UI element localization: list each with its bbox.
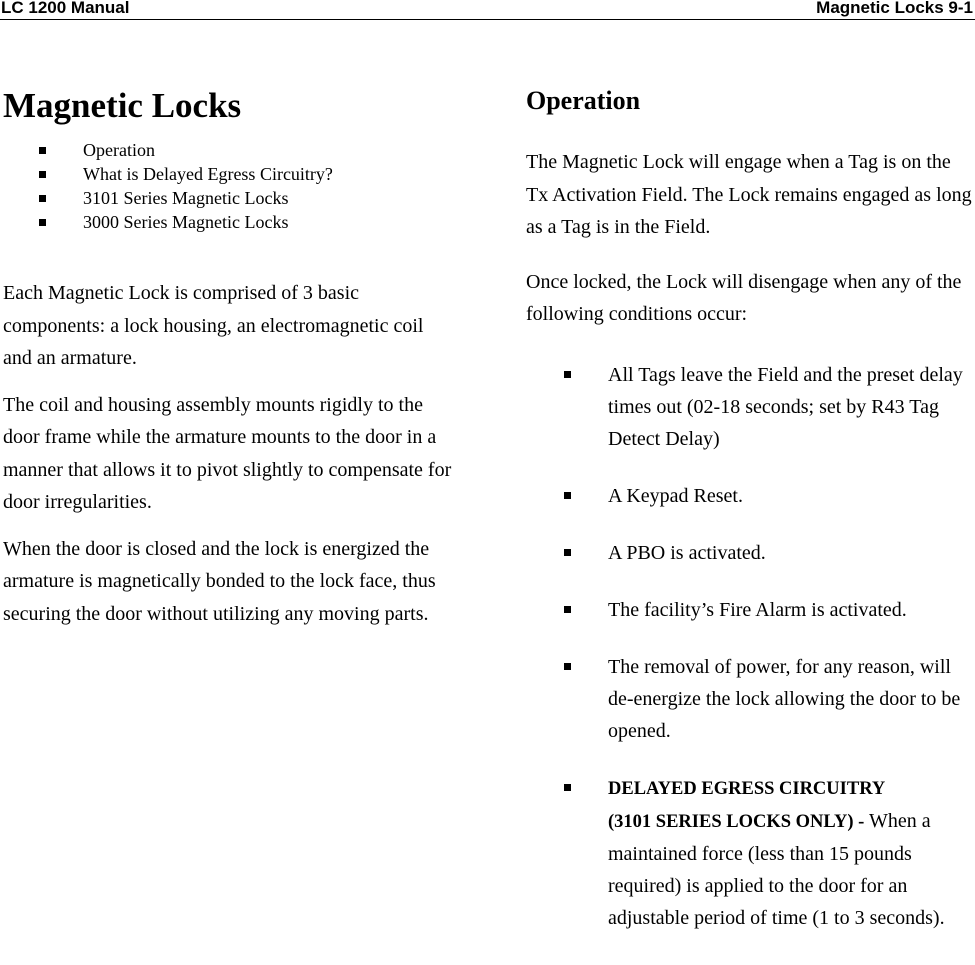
mounting-paragraph: The coil and housing assembly mounts rigidly to the door frame while the armature mounts to the door in a manner that allows it to pivot slightly to compensate for door irregularities. — [3, 393, 452, 513]
condition-text: All Tags leave the Field and the preset delay times out (02-18 seconds; set by R43 Tag Detect Delay) — [608, 363, 963, 450]
components-paragraph: Each Magnetic Lock is comprised of 3 basic components: a lock housing, an electromagnetic coil and an armature. — [3, 282, 424, 369]
manual-title: LC 1200 Manual — [1, 0, 130, 17]
condition-item — [526, 594, 975, 626]
condition-text: The removal of power, for any reason, will de-energize the lock allowing the door to be opened. — [608, 655, 961, 742]
square-bullet-icon — [39, 147, 46, 154]
disengage-conditions-list — [526, 359, 975, 934]
delayed-egress-item — [526, 772, 975, 934]
disengage-intro-paragraph: Once locked, the Lock will disengage when any of the following conditions occur: — [526, 270, 962, 325]
condition-item — [526, 651, 975, 747]
square-bullet-icon — [564, 371, 571, 378]
toc-item-label: 3101 Series Magnetic Locks — [83, 188, 289, 208]
toc-item-label: What is Delayed Egress Circuitry? — [83, 164, 333, 184]
operation-heading: Operation — [526, 86, 641, 115]
engage-paragraph: The Magnetic Lock will engage when a Tag is on the Tx Activation Field. The Lock remains engaged as long as a Tag is in the Field. — [526, 151, 972, 238]
toc-item — [3, 138, 453, 162]
square-bullet-icon — [39, 219, 46, 226]
condition-text: A Keypad Reset. — [608, 484, 743, 507]
condition-item — [526, 480, 975, 512]
square-bullet-icon — [564, 784, 571, 791]
left-column — [3, 82, 453, 630]
section-page-number: Magnetic Locks 9-1 — [816, 0, 973, 17]
square-bullet-icon — [39, 195, 46, 202]
energized-paragraph: When the door is closed and the lock is energized the armature is magnetically bonded to the lock face, thus securing the door without utilizing any moving parts. — [3, 537, 436, 625]
toc-item-label: 3000 Series Magnetic Locks — [83, 212, 289, 232]
square-bullet-icon — [39, 171, 46, 178]
page-title: Magnetic Locks — [3, 86, 242, 125]
square-bullet-icon — [564, 549, 571, 556]
square-bullet-icon — [564, 492, 571, 499]
square-bullet-icon — [564, 606, 571, 613]
delayed-egress-heading-line2: (3101 SERIES LOCKS ONLY) — [608, 811, 854, 832]
toc-item-label: Operation — [83, 140, 155, 160]
toc-item — [3, 162, 453, 186]
page-header — [0, 0, 975, 20]
chapter-contents-list — [3, 138, 453, 234]
condition-text: The facility’s Fire Alarm is activated. — [608, 598, 907, 621]
condition-text: A PBO is activated. — [608, 541, 766, 564]
delayed-egress-separator: - — [853, 811, 869, 832]
condition-item — [526, 359, 975, 455]
delayed-egress-heading-line1: DELAYED EGRESS CIRCUITRY — [608, 778, 886, 799]
toc-item — [3, 186, 453, 210]
condition-item — [526, 537, 975, 569]
square-bullet-icon — [564, 663, 571, 670]
toc-item — [3, 210, 453, 234]
delayed-egress-text: When a maintained force (less than 15 pounds required) is applied to the door for an adjustable period of time (1 to 3 seconds). — [608, 809, 945, 929]
right-column — [526, 82, 975, 934]
